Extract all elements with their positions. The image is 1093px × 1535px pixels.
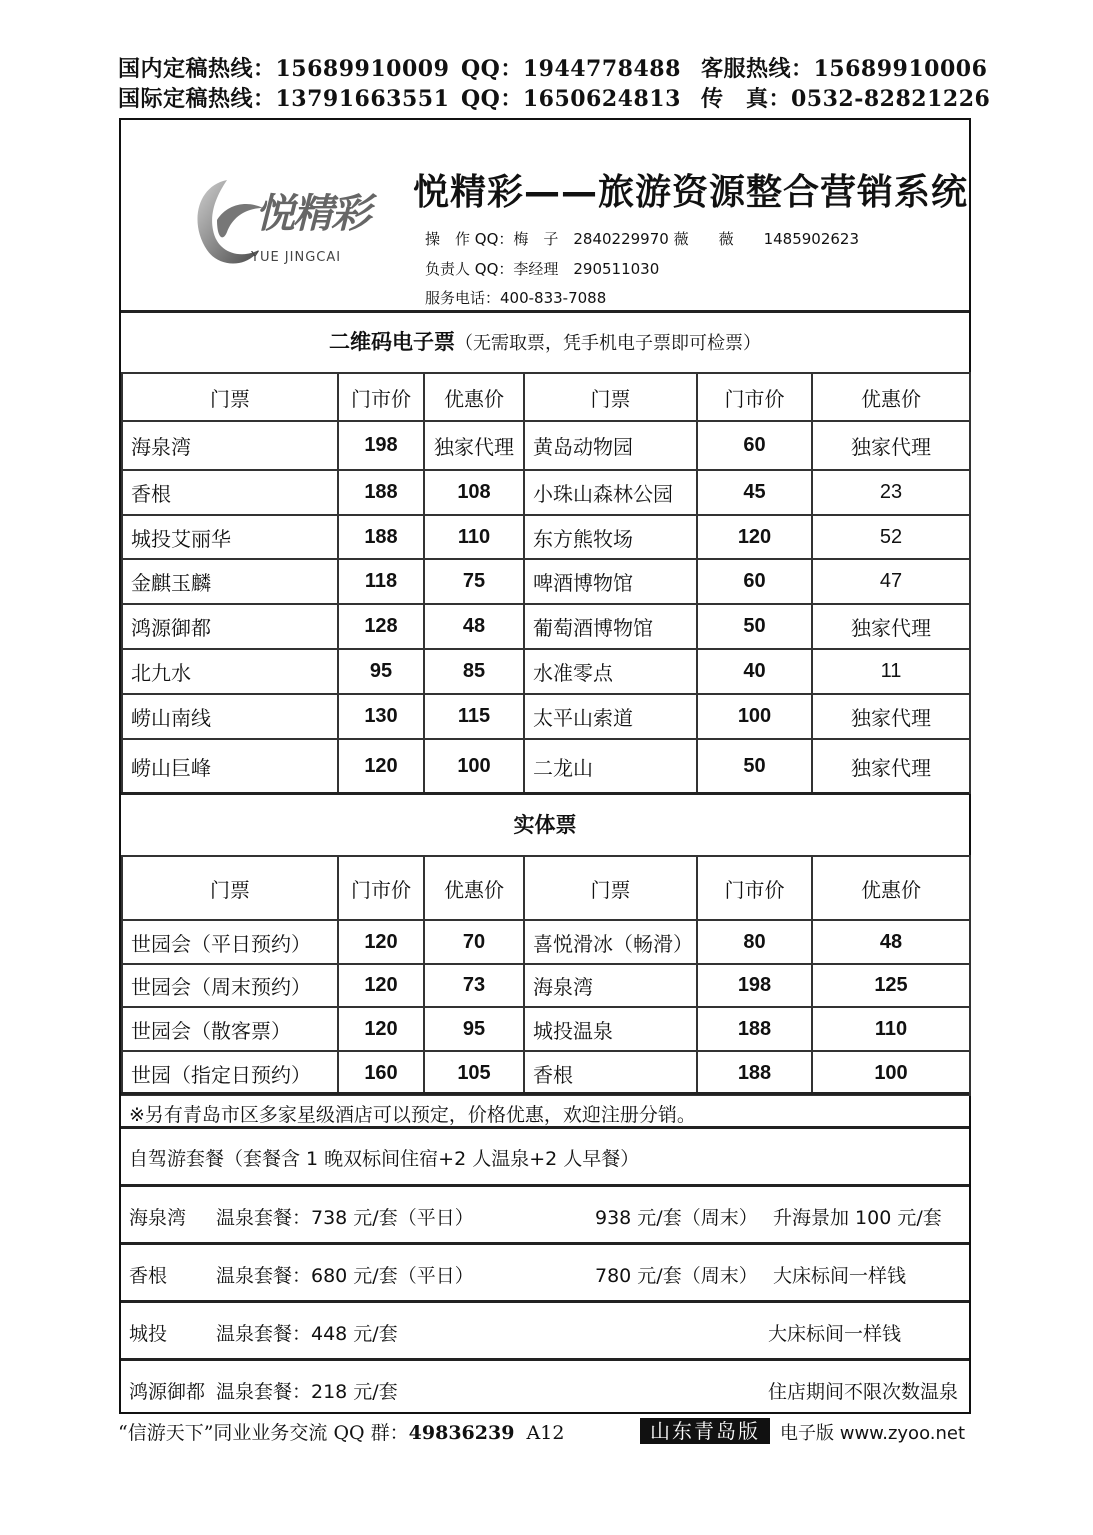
package-intro: 自驾游套餐（套餐含 1 晚双标间住宿+2 人温泉+2 人早餐） [129, 1148, 640, 1170]
ticket-name: 崂山南线 [122, 694, 338, 739]
list-price: 188 [697, 1007, 812, 1051]
list-price: 120 [697, 515, 812, 559]
ticket-name: 香根 [122, 470, 338, 515]
footer-website: 电子版 www.zyoo.net [780, 1423, 966, 1444]
discount-price: 独家代理 [812, 421, 970, 470]
table-row [122, 1007, 970, 1051]
ticket-name: 金麒玉麟 [122, 559, 338, 604]
ticket-name: 城投艾丽华 [122, 515, 338, 559]
ticket-name: 崂山巨峰 [122, 739, 338, 793]
ticket-name: 城投温泉 [524, 1007, 697, 1051]
domestic-hotline: 国内定稿热线：15689910009 [118, 56, 450, 82]
package-row [121, 1242, 969, 1300]
table-row [122, 1051, 970, 1095]
package-row [121, 1300, 969, 1358]
package-intro-row [121, 1126, 969, 1184]
list-price: 120 [338, 739, 424, 793]
package-row [121, 1358, 969, 1412]
system-title: 悦精彩——旅游资源整合营销系统 [413, 172, 969, 213]
ticket-name: 黄岛动物园 [524, 421, 697, 470]
discount-price: 48 [812, 920, 970, 964]
discount-price: 47 [812, 559, 970, 604]
list-price: 160 [338, 1051, 424, 1095]
col-header: 优惠价 [424, 373, 524, 421]
manager-contact: 负责人 QQ：李经理 290511030 [425, 260, 660, 278]
list-price: 100 [697, 694, 812, 739]
package-name: 海泉湾 [129, 1207, 187, 1229]
domestic-qq: QQ：1944778488 [461, 56, 681, 82]
service-hotline: 客服热线：15689910006 [701, 56, 988, 82]
col-header: 优惠价 [812, 856, 970, 920]
discount-price: 独家代理 [812, 694, 970, 739]
list-price: 188 [338, 515, 424, 559]
discount-price: 95 [424, 1007, 524, 1051]
footer-group-label: “信游天下”同业业务交流 QQ 群： [118, 1422, 409, 1444]
hotel-note: ※另有青岛市区多家星级酒店可以预定，价格优惠，欢迎注册分销。 [129, 1104, 696, 1126]
discount-price: 73 [424, 964, 524, 1007]
col-header: 门市价 [338, 373, 424, 421]
col-header: 门票 [122, 856, 338, 920]
ticket-name: 世园会（周末预约） [122, 964, 338, 1007]
discount-price: 独家代理 [812, 604, 970, 649]
list-price: 188 [697, 1051, 812, 1095]
package-weekend-price: 780 元/套（周末） [595, 1265, 758, 1287]
list-price: 40 [697, 649, 812, 694]
list-price: 50 [697, 604, 812, 649]
ticket-name: 葡萄酒博物馆 [524, 604, 697, 649]
ticket-name: 北九水 [122, 649, 338, 694]
ticket-name: 海泉湾 [524, 964, 697, 1007]
package-weekday-price: 温泉套餐：218 元/套 [216, 1381, 398, 1403]
discount-price: 70 [424, 920, 524, 964]
discount-price: 100 [424, 739, 524, 793]
col-header: 门市价 [338, 856, 424, 920]
package-weekday-price: 温泉套餐：680 元/套（平日） [216, 1265, 474, 1287]
package-weekend-price: 938 元/套（周末） [595, 1207, 758, 1229]
intl-hotline: 国际定稿热线：13791663551 [118, 86, 450, 112]
section-qr-ticket-note: （无需取票，凭手机电子票即可检票） [455, 333, 761, 354]
package-row [121, 1184, 969, 1242]
package-weekday-price: 温泉套餐：448 元/套 [216, 1323, 398, 1345]
table-row [122, 604, 970, 649]
package-extra: 住店期间不限次数温泉 [768, 1381, 959, 1403]
discount-price: 110 [424, 515, 524, 559]
table-row [122, 694, 970, 739]
list-price: 118 [338, 559, 424, 604]
operator-contact: 操 作 QQ：梅 子 2840229970 薇 薇 1485902623 [425, 230, 860, 248]
section-qr-ticket-title: 二维码电子票 [329, 330, 455, 354]
package-weekday-price: 温泉套餐：738 元/套（平日） [216, 1207, 474, 1229]
ticket-name: 香根 [524, 1051, 697, 1095]
col-header: 门票 [524, 373, 697, 421]
list-price: 188 [338, 470, 424, 515]
footer-group-info [118, 1418, 564, 1445]
section-qr-ticket-header [121, 310, 969, 372]
ticket-name: 世园会（散客票） [122, 1007, 338, 1051]
discount-price: 52 [812, 515, 970, 559]
col-header: 门票 [524, 856, 697, 920]
ticket-name: 鸿源御都 [122, 604, 338, 649]
ticket-name: 东方熊牧场 [524, 515, 697, 559]
table-row [122, 964, 970, 1007]
hotel-note-row [121, 1092, 969, 1126]
edition-badge: 山东青岛版 [640, 1418, 770, 1444]
list-price: 95 [338, 649, 424, 694]
list-price: 60 [697, 421, 812, 470]
table-row [122, 559, 970, 604]
package-extra: 大床标间一样钱 [768, 1323, 902, 1345]
col-header: 门市价 [697, 373, 812, 421]
ticket-name: 二龙山 [524, 739, 697, 793]
table-header-row [122, 856, 970, 920]
ticket-name: 小珠山森林公园 [524, 470, 697, 515]
list-price: 128 [338, 604, 424, 649]
table-row [122, 739, 970, 793]
discount-price: 115 [424, 694, 524, 739]
col-header: 门市价 [697, 856, 812, 920]
table-row [122, 421, 970, 470]
physical-ticket-table [121, 855, 971, 1096]
discount-price: 独家代理 [812, 739, 970, 793]
footer-group-qq: 49836239 [408, 1422, 515, 1444]
list-price: 45 [697, 470, 812, 515]
discount-price: 100 [812, 1051, 970, 1095]
table-row [122, 649, 970, 694]
fax-number: 传 真：0532-82821226 [701, 86, 991, 112]
qr-ticket-table [121, 372, 971, 794]
ticket-name: 啤酒博物馆 [524, 559, 697, 604]
discount-price: 75 [424, 559, 524, 604]
list-price: 198 [697, 964, 812, 1007]
discount-price: 110 [812, 1007, 970, 1051]
list-price: 60 [697, 559, 812, 604]
table-row [122, 470, 970, 515]
service-phone: 服务电话：400-833-7088 [425, 289, 607, 307]
discount-price: 11 [812, 649, 970, 694]
list-price: 120 [338, 920, 424, 964]
logo [187, 168, 387, 278]
ticket-name: 水准零点 [524, 649, 697, 694]
ticket-name: 太平山索道 [524, 694, 697, 739]
package-extra: 升海景加 100 元/套 [773, 1207, 942, 1229]
list-price: 120 [338, 1007, 424, 1051]
discount-price: 48 [424, 604, 524, 649]
list-price: 198 [338, 421, 424, 470]
section-physical-ticket-title: 实体票 [513, 813, 577, 837]
discount-price: 108 [424, 470, 524, 515]
main-frame [119, 118, 971, 1414]
list-price: 50 [697, 739, 812, 793]
table-row [122, 515, 970, 559]
table-row [122, 920, 970, 964]
discount-price: 125 [812, 964, 970, 1007]
logo-text: 悦精彩 [255, 191, 369, 237]
logo-subtext: YUE JINGCAI [251, 250, 342, 265]
col-header: 优惠价 [812, 373, 970, 421]
table-header-row [122, 373, 970, 421]
list-price: 130 [338, 694, 424, 739]
ticket-name: 世园（指定日预约） [122, 1051, 338, 1095]
ticket-name: 世园会（平日预约） [122, 920, 338, 964]
package-name: 香根 [129, 1265, 168, 1287]
list-price: 120 [338, 964, 424, 1007]
package-name: 城投 [129, 1323, 168, 1345]
footer-page-number: A12 [526, 1422, 565, 1444]
discount-price: 独家代理 [424, 421, 524, 470]
discount-price: 23 [812, 470, 970, 515]
discount-price: 105 [424, 1051, 524, 1095]
col-header: 门票 [122, 373, 338, 421]
ticket-name: 喜悦滑冰（畅滑） [524, 920, 697, 964]
package-name: 鸿源御都 [129, 1381, 206, 1403]
discount-price: 85 [424, 649, 524, 694]
package-extra: 大床标间一样钱 [773, 1265, 907, 1287]
section-physical-ticket-header [121, 792, 969, 856]
col-header: 优惠价 [424, 856, 524, 920]
list-price: 80 [697, 920, 812, 964]
ticket-name: 海泉湾 [122, 421, 338, 470]
intl-qq: QQ：1650624813 [461, 86, 681, 112]
